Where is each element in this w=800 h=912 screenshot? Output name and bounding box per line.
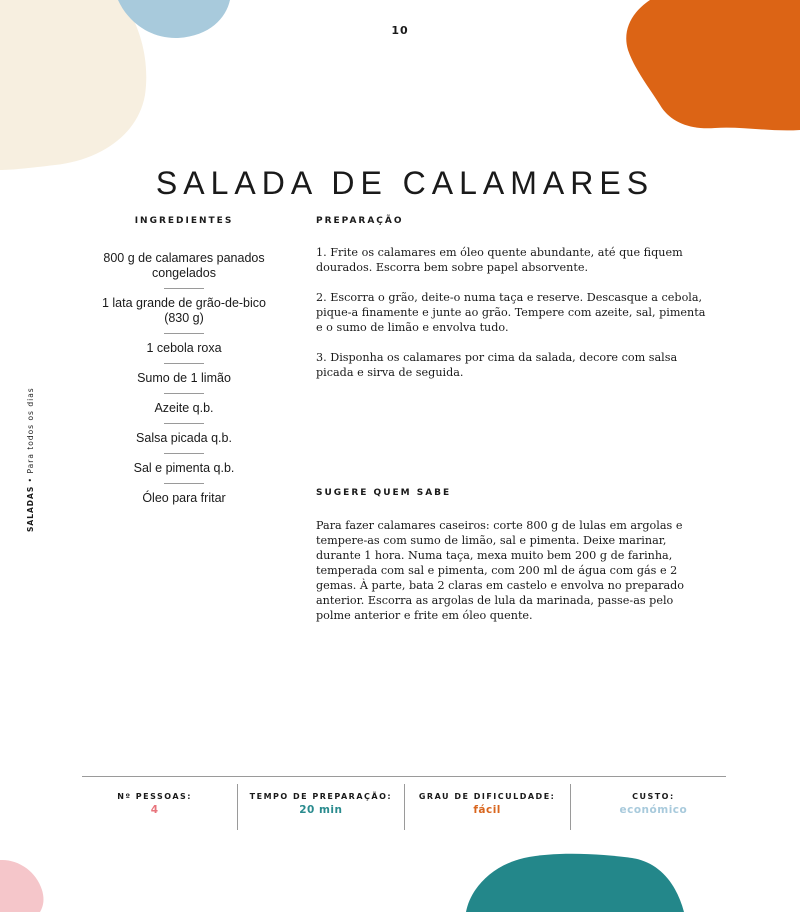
stat-value: económico bbox=[619, 804, 688, 816]
stat-cost bbox=[571, 784, 736, 830]
page-number: 10 bbox=[391, 24, 409, 37]
ingredient-item: Salsa picada q.b. bbox=[136, 431, 232, 445]
stat-value: fácil bbox=[473, 804, 501, 816]
ingredient-item: Azeite q.b. bbox=[154, 401, 214, 415]
preparation-step: 3. Disponha os calamares por cima da salada, decore com salsa picada e sirva de seguida. bbox=[316, 351, 678, 379]
stat-difficulty bbox=[405, 784, 571, 830]
preparation-step: 1. Frite os calamares em óleo quente abundante, até que fiquem dourados. Escorra bem sobre papel absorvente. bbox=[316, 246, 683, 274]
ingredient-item: Óleo para fritar bbox=[142, 491, 226, 505]
side-section-label bbox=[26, 387, 35, 532]
stat-label: CUSTO: bbox=[632, 792, 675, 801]
stat-value: 20 min bbox=[299, 804, 343, 816]
footer-divider bbox=[82, 776, 726, 777]
orange-blob-decoration bbox=[620, 0, 800, 135]
chef-tip-section bbox=[316, 488, 708, 638]
pink-blob-decoration bbox=[0, 855, 50, 912]
ingredients-heading: INGREDIENTES bbox=[134, 216, 234, 226]
ingredient-item: Sumo de 1 limão bbox=[137, 371, 231, 385]
ingredients-column bbox=[90, 216, 278, 513]
tip-text: Para fazer calamares caseiros: corte 800 g de lulas em argolas e tempere-as com sumo de limão, sal e pimenta. Deixe marinar, durante 1 hora. Numa taça, mexa muito bem 200 g de farinha, temperada com sal e pimenta, com 200 ml de água com gás e 2 gemas. À parte, bata 2 claras em castelo e envolva no preparado anterior. Escorra as argolas de lula da marinada, passe-as pelo polme anterior e frite em óleo quente. bbox=[316, 519, 685, 622]
ingredient-item: Sal e pimenta q.b. bbox=[133, 461, 235, 475]
recipe-stats-bar bbox=[72, 784, 736, 830]
preparation-column bbox=[316, 216, 708, 395]
teal-blob-decoration bbox=[462, 852, 687, 912]
stat-prep-time bbox=[238, 784, 404, 830]
stat-label: TEMPO DE PREPARAÇÃO: bbox=[249, 792, 393, 801]
side-subtitle: Para todos os dias bbox=[26, 387, 35, 474]
recipe-title: SALADA DE CALAMARES bbox=[155, 165, 655, 201]
ingredient-item: 1 lata grande de grão-de-bico (830 g) bbox=[101, 296, 266, 325]
ingredient-item: 800 g de calamares panados congelados bbox=[103, 251, 265, 280]
preparation-heading: PREPARAÇÃO bbox=[316, 216, 404, 226]
side-separator: • bbox=[26, 476, 35, 483]
tip-heading: SUGERE QUEM SABE bbox=[316, 488, 452, 498]
ingredient-item: 1 cebola roxa bbox=[146, 341, 222, 355]
stat-value: 4 bbox=[150, 804, 159, 816]
preparation-step: 2. Escorra o grão, deite-o numa taça e reserve. Descasque a cebola, pique-a finamente e junte ao grão. Tempere com azeite, sal, pimenta e o sumo de limão e envolva tudo. bbox=[316, 291, 706, 334]
stat-servings bbox=[72, 784, 238, 830]
stat-label: Nº PESSOAS: bbox=[117, 792, 192, 801]
stat-label: GRAU DE DIFICULDADE: bbox=[418, 792, 556, 801]
side-section-name: SALADAS bbox=[26, 485, 35, 532]
